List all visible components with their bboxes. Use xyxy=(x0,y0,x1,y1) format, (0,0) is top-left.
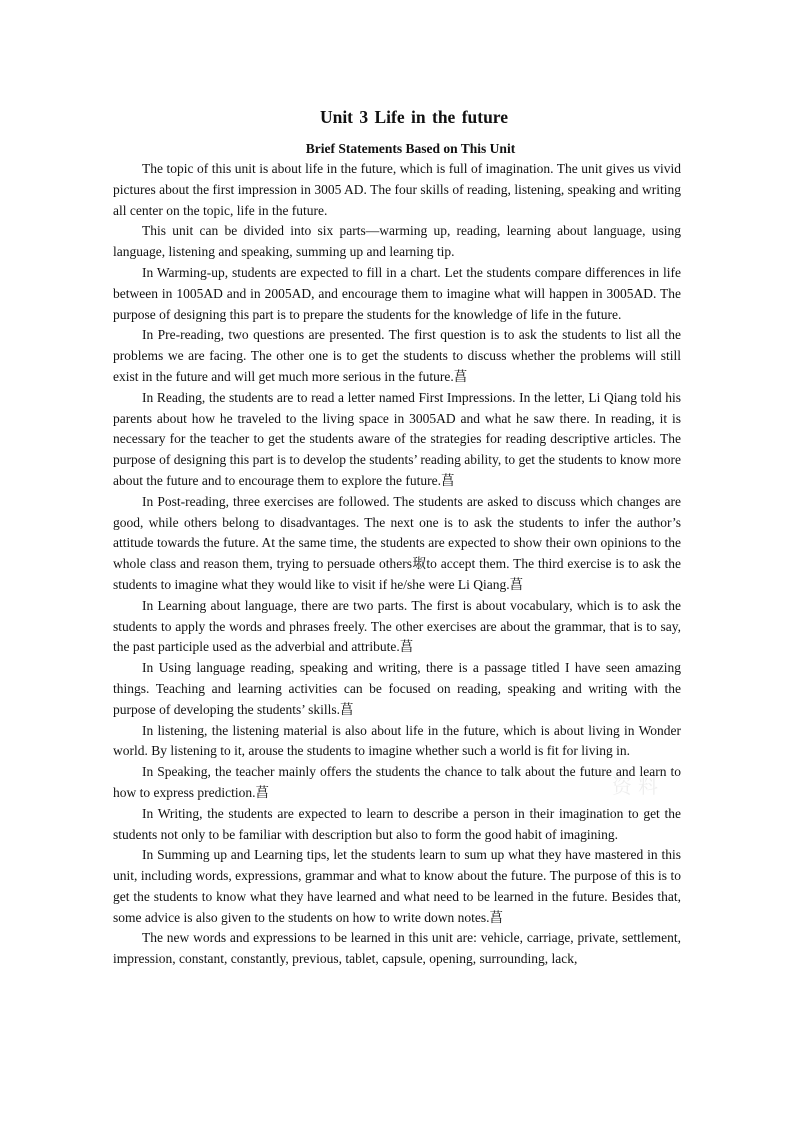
paragraph: In Reading, the students are to read a letter named First Impressions. In the letter, Li Qiang told his parents about how he traveled to the living space in 3005AD and what he saw there. In reading, it is necessary for the teacher to get the students aware of the strategies for reading descriptive articles. The purpose of designing this part is to develop the students’ reading ability, to get the students to know more about the future and to encourage them to explore the future.菖 xyxy=(113,389,681,488)
unit-title: Unit 3 Life in the future xyxy=(319,107,509,127)
paragraph: In Using language reading, speaking and writing, there is a passage titled I have seen amazing things. Teaching and learning activities can be focused on reading, speaking and writing with the purpose of developing the students’ skills.菖 xyxy=(113,660,681,717)
paragraph: The new words and expressions to be learned in this unit are: vehicle, carriage, private, settlement, impression, constant, constantly, previous, tablet, capsule, opening, surrounding, lack, xyxy=(113,930,681,967)
paragraph: In Learning about language, there are two parts. The first is about vocabulary, which is to ask the students to apply the words and phrases freely. The other exercises are about the grammar, that is to say, the past participle used as the adverbial and attribute.菖 xyxy=(113,597,681,655)
paragraph: In Post-reading, three exercises are followed. The students are asked to discuss which changes are good, while others belong to disadvantages. The next one is to ask the students to infer the author’s attitude towards the future. At the same time, the students are expected to show their own opinions to the whole class and reason them, trying to persuade others琡to accept them. The third exercise is to ask the students to imagine what they would like to visit if he/she were Li Qiang.菖 xyxy=(113,493,681,592)
paragraph: In Summing up and Learning tips, let the students learn to sum up what they have mastered in this unit, including words, expressions, grammar and what to know about the future. The purpose of this is to get the students to know what they have learned and what need to be learned in the future. Besides that, some advice is also given to the students on how to write down notes.菖 xyxy=(113,847,681,925)
paragraph: This unit can be divided into six parts—warming up, reading, learning about language, using language, listening and speaking, summing up and learning tip. xyxy=(113,223,681,260)
paragraph: In Warming-up, students are expected to fill in a chart. Let the students compare differences in life between in 1005AD and in 2005AD, and encourage them to imagine what will happen in 3005AD. The purpose of designing this part is to prepare the students for the knowledge of life in the future. xyxy=(113,264,681,322)
body-text xyxy=(113,159,681,970)
paragraph: In listening, the listening material is also about life in the future, which is about living in Wonder world. By listening to it, arouse the students to imagine whether such a world is fit for living in. xyxy=(113,722,681,759)
paragraph: In Speaking, the teacher mainly offers the students the chance to talk about the future and learn to how to express prediction.菖 xyxy=(113,764,681,800)
section-subtitle: Brief Statements Based on This Unit xyxy=(305,141,516,156)
paragraph: In Pre-reading, two questions are presented. The first question is to ask the students to list all the problems we are facing. The other one is to get the students to discuss whether the problems will still exist in the future and will get much more serious in the future.菖 xyxy=(113,327,681,384)
watermark: 资料 xyxy=(612,774,664,798)
paragraph: The topic of this unit is about life in the future, which is full of imagination. The unit gives us vivid pictures about the first impression in 3005 AD. The four skills of reading, listening, speaking and writing all center on the topic, life in the future. xyxy=(113,161,681,218)
paragraph: In Writing, the students are expected to learn to describe a person in their imagination to get the students not only to be familiar with description but also to form the good habit of imagining. xyxy=(113,805,681,842)
